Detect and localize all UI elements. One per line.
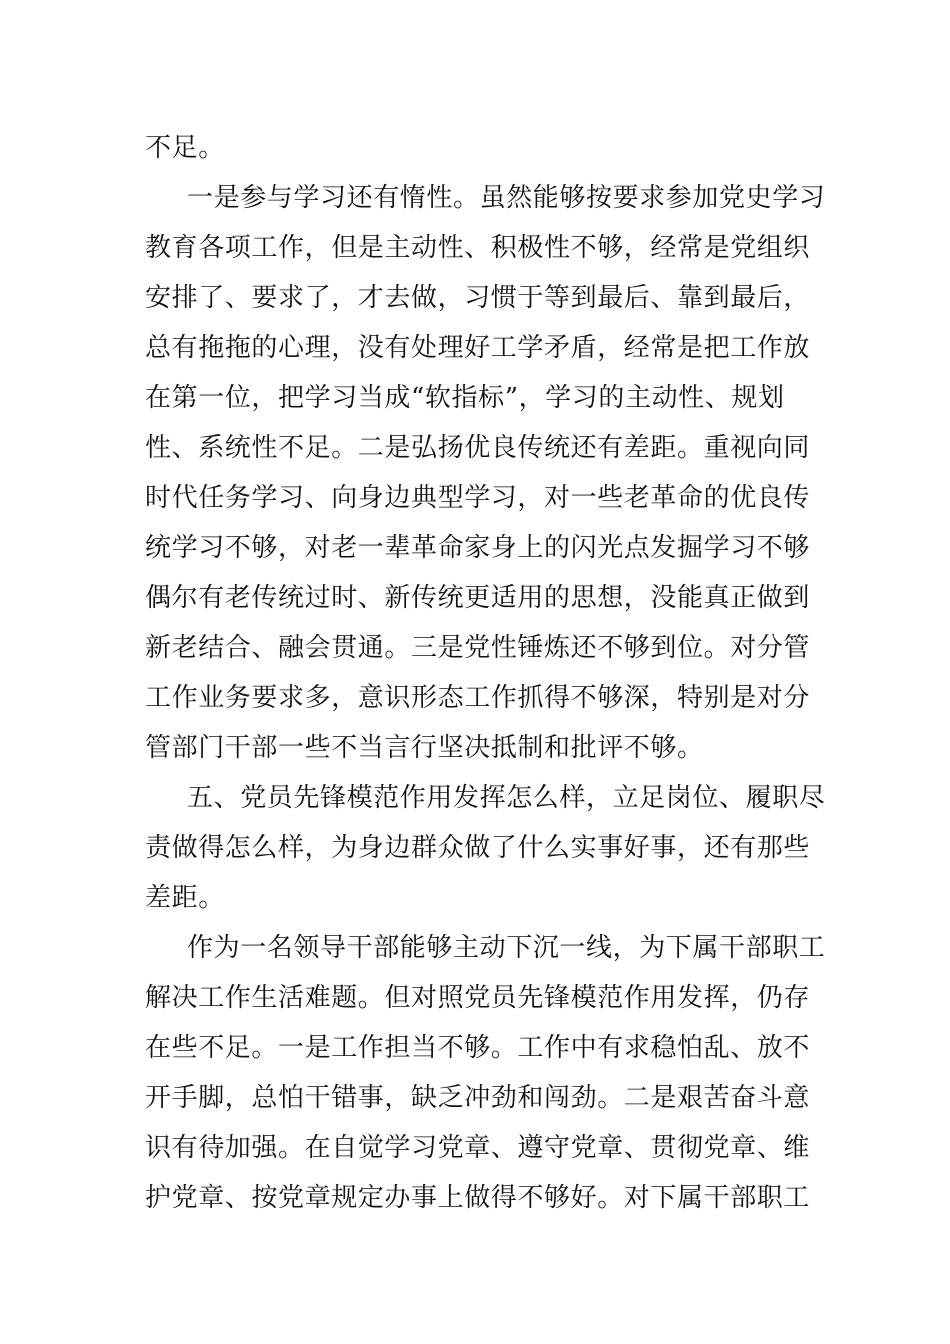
paragraph-first-line: 作为一名领导干部能够主动下沉一线，为下属干部职工	[187, 933, 826, 963]
text-line: 性、系统性不足。二是弘扬优良传统还有差距。重视向同	[145, 433, 811, 463]
text-line: 总有拖拖的心理，没有处理好工学矛盾，经常是把工作放	[145, 333, 811, 363]
text-line: 统学习不够，对老一辈革命家身上的闪光点发掘学习不够	[145, 533, 811, 563]
text-line: 护党章、按党章规定办事上做得不够好。对下属干部职工	[145, 1183, 811, 1213]
text-line: 在第一位，把学习当成“软指标”，学习的主动性、规划	[145, 383, 785, 413]
text-line: 解决工作生活难题。但对照党员先锋模范作用发挥，仍存	[145, 983, 811, 1013]
text-line: 时代任务学习、向身边典型学习，对一些老革命的优良传	[145, 483, 811, 513]
section-heading-line: 五、党员先锋模范作用发挥怎么样，立足岗位、履职尽	[187, 783, 826, 813]
text-line: 偶尔有老传统过时、新传统更适用的思想，没能真正做到	[145, 583, 811, 613]
text-line: 教育各项工作，但是主动性、积极性不够，经常是党组织	[145, 233, 811, 263]
text-line: 管部门干部一些不当言行坚决抵制和批评不够。	[145, 733, 704, 763]
section-heading-line: 责做得怎么样，为身边群众做了什么实事好事，还有那些	[145, 833, 811, 863]
text-line: 安排了、要求了，才去做，习惯于等到最后、靠到最后，	[145, 283, 811, 313]
text-line: 工作业务要求多，意识形态工作抓得不够深，特别是对分	[145, 683, 811, 713]
section-heading-line: 差距。	[145, 883, 225, 913]
paragraph-first-line: 一是参与学习还有惰性。虽然能够按要求参加党史学习	[187, 183, 826, 213]
text-line: 在些不足。一是工作担当不够。工作中有求稳怕乱、放不	[145, 1033, 811, 1063]
text-line: 不足。	[145, 133, 225, 163]
text-line: 新老结合、融会贯通。三是党性锤炼还不够到位。对分管	[145, 633, 811, 663]
text-line: 识有待加强。在自觉学习党章、遵守党章、贯彻党章、维	[145, 1133, 811, 1163]
text-line: 开手脚，总怕干错事，缺乏冲劲和闯劲。二是艰苦奋斗意	[145, 1083, 811, 1113]
